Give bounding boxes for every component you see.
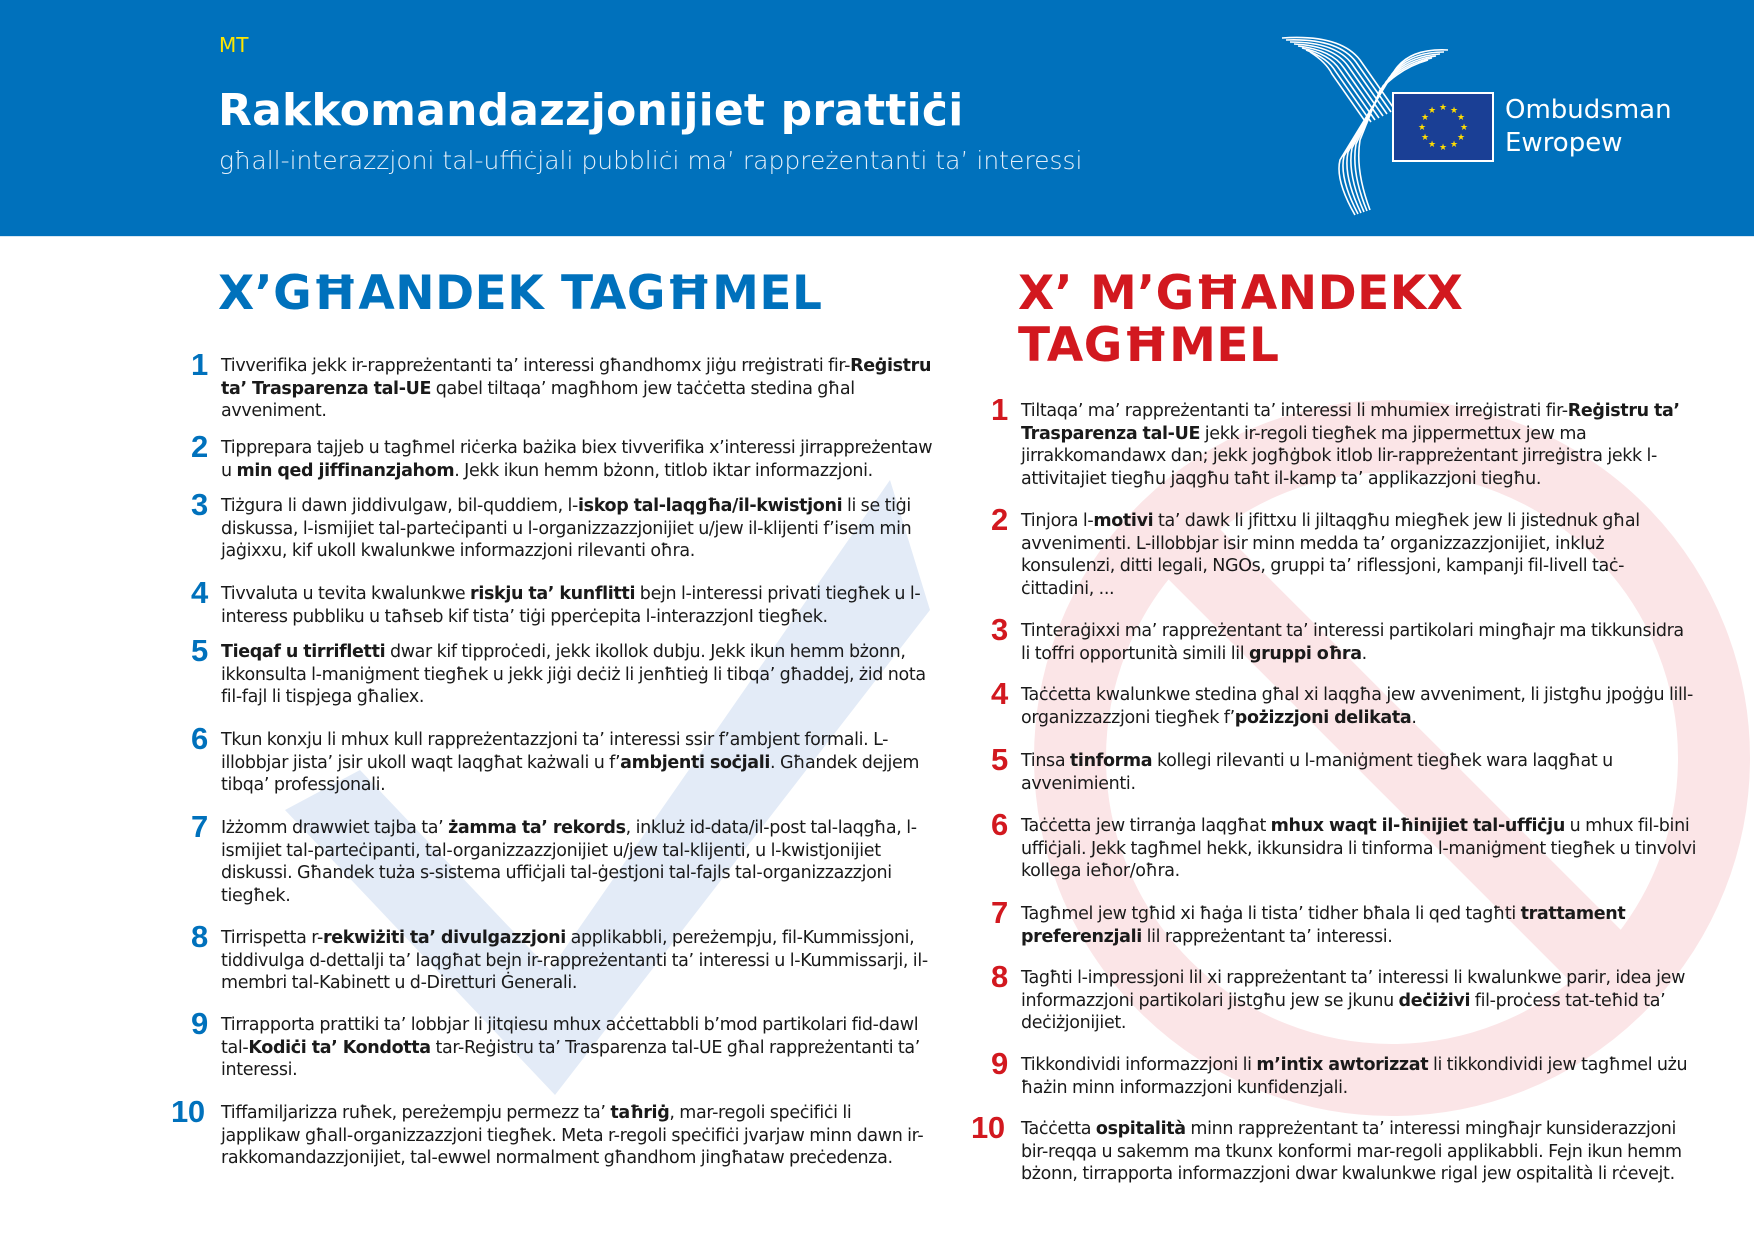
item-number: 4	[991, 676, 1008, 711]
item-number: 2	[191, 429, 208, 464]
item-text: Tagħti l-impressjoni lil xi rappreżentant ta’ interessi li kwalunkwe parir, idea jew informazzjoni partikolari jistgħu jew se jkunu	[1021, 968, 1686, 1011]
dont-item	[991, 612, 1697, 665]
item-text-bold: pożizzjoni delikata	[1234, 707, 1412, 728]
header-banner	[0, 0, 1754, 237]
item-text: qabel tiltaqa’ magħhom jew taċċetta stedina għal avveniment.	[221, 378, 855, 421]
do-heading: X’GĦANDEK TAGĦMEL	[218, 266, 823, 321]
svg-text:★: ★	[1438, 143, 1448, 153]
item-text-bold: trattament preferenzjali	[1021, 904, 1626, 947]
item-text: minn rappreżentant ta’ interessi mingħajr kunsiderazzjoni bir-reqqa u sakemm ma tkunx konformi mar-regoli applikabbli. Fejn ikun hemm bżonn, tirrapporta informazzjoni dwar kwalunkwe rigal jew ospitalità li rċevejt.	[1021, 1119, 1682, 1184]
dont-item	[991, 392, 1697, 490]
item-text: Tinsa	[1021, 751, 1070, 771]
page-title: Rakkomandazzjonijiet prattiċi	[218, 85, 964, 136]
item-number: 3	[991, 612, 1008, 647]
page-subtitle: għall-interazzjoni tal-uffiċjali pubbliċi ma’ rappreżentanti ta’ interessi	[219, 146, 1083, 175]
do-item	[191, 347, 933, 423]
item-text: ta’ dawk li jfittxu li jiltaqgħu miegħek jew li jistednuk għal avvenimenti. L-illobbjar isir minn medda ta’ organizzazzjonijiet, inkluż konsulenzi, ditti legali, NGOs, gruppi ta’ riflessjoni, kampanji fil-livell taċ-ċittadini, ...	[1021, 511, 1640, 599]
item-text: bejn l-interessi privati tiegħek u l-interess pubbliku u taħseb kif tista’ tiġi pperċepita l-interazzjonI tiegħek.	[221, 584, 921, 627]
item-number: 6	[991, 807, 1008, 842]
item-text-bold: deċiżivi	[1398, 990, 1471, 1011]
do-item	[191, 633, 933, 709]
do-item	[191, 1006, 933, 1082]
dont-item	[991, 959, 1697, 1035]
do-item	[191, 721, 933, 797]
item-text: Taċċetta kwalunkwe stedina għal xi laqgħa jew avveniment, li jistgħu jpoġġu lill-organizzazzjoni tiegħek f’	[1021, 685, 1693, 728]
item-text-bold: tinforma	[1069, 751, 1153, 771]
item-text: Tivvaluta u tevita kwalunkwe	[221, 584, 471, 604]
svg-text:★: ★	[1417, 123, 1427, 133]
item-text: li se tiġi diskussa, l-ismijiet tal-parteċipanti u l-organizzazzjonijiet u/jew il-klijenti f’isem min jaġixxu, kif ukoll kwalunkwe informazzjoni rilevanti oħra.	[221, 496, 912, 561]
item-text: jekk ir-regoli tiegħek ma jippermettux jew ma jirrakkomandawx dan; jekk jogħġbok itlob lir-rappreżentant jirreġistra jekk l-attivitajiet tiegħu jaqgħu taħt il-kamp ta’ applikazzjoni tiegħu.	[1021, 423, 1657, 489]
item-text-bold: Kodiċi ta’ Kondotta	[248, 1037, 431, 1058]
item-number: 4	[191, 575, 208, 610]
item-text: tar-Reġistru ta’ Trasparenza tal-UE għal rappreżentanti ta’ interessi.	[221, 1037, 921, 1080]
item-text: Taċċetta	[1021, 1119, 1096, 1139]
item-text: fil-proċess tat-teħid ta’ deċiżjonijiet.	[1021, 990, 1666, 1033]
item-text: Tiżgura li dawn jiddivulgaw, bil-quddiem, l-	[221, 496, 578, 516]
item-text: Tipprepara tajjeb u tagħmel riċerka bażika biex tivverifika x’interessi jirrappreżentaw u	[221, 438, 933, 481]
item-text: . Jekk ikun hemm bżonn, titlob iktar informazzjoni.	[454, 460, 873, 481]
eu-flag-icon	[1392, 92, 1494, 162]
item-number: 10	[171, 1094, 205, 1129]
item-text: Tiltaqa’ ma’ rappreżentanti ta’ interessi li mhumiex irreġistrati fir-	[1021, 401, 1568, 421]
item-text: Tiffamiljarizza ruħek, pereżempju permezz ta’	[221, 1103, 611, 1123]
item-text: kollegi rilevanti u l-maniġment tiegħek wara laqgħat u avvenimienti.	[1021, 751, 1613, 794]
item-text-bold: Tieqaf u tirrifletti	[221, 642, 386, 662]
item-text: Tirrispetta r-	[221, 928, 323, 948]
item-text: , mar-regoli speċifiċi li japplikaw għall-organizzazzjoni tiegħek. Meta r-regoli speċifiċi jvarjaw minn dawn ir-rakkomandazzjonijiet, tal-ewwel normalment għandhom jingħataw preċedenza.	[221, 1103, 924, 1168]
item-text-bold: rekwiżiti ta’ divulgazzjoni	[322, 928, 566, 948]
svg-text:★: ★	[1459, 123, 1469, 133]
item-text: applikabbli, pereżempju, fil-Kummissjoni, tiddivulga d-dettalji ta’ laqgħat bejn ir-rappreżentanti ta’ interessi u l-Kummissarji, il-membri tal-Kabinett u d-Diretturi Ġenerali.	[221, 928, 928, 993]
dont-item	[971, 1110, 1697, 1186]
do-item	[191, 429, 933, 482]
item-text: Taċċetta jew tirranġa laqgħat	[1021, 816, 1271, 836]
item-text: Tkun konxju li mhux kull rappreżentazzjoni ta’ interessi ssir f’ambjent formali. L-illobbjar jista’ jsir ukoll waqt laqgħat każwali u f’	[221, 730, 889, 773]
item-text: .	[1411, 707, 1417, 728]
item-number: 1	[191, 347, 208, 382]
dont-heading	[1018, 268, 1463, 372]
dont-heading-line1: X’ M’GĦANDEKX	[1018, 266, 1464, 321]
item-text: u mhux fil-bini uffiċjali. Jekk tagħmel hekk, ikkunsidra li tinforma l-maniġment tiegħek u tinvolvi kollega ieħor/oħra.	[1021, 816, 1697, 881]
do-item	[191, 809, 933, 907]
item-text: Tinteraġixxi ma’ rappreżentant ta’ interessi partikolari mingħajr ma tikkunsidra li toffri opportunità simili lil	[1021, 621, 1684, 664]
item-text: Tirrapporta prattiki ta’ lobbjar li jitqiesu mhux aċċettabbli b’mod partikolari fid-dawl tal-	[221, 1015, 919, 1058]
eu-stars-icon	[1394, 94, 1492, 160]
item-text: Tikkondividi informazzjoni li	[1021, 1055, 1257, 1075]
item-text-bold: Reġistru ta’ Trasparenza tal-UE	[221, 356, 932, 399]
item-text-bold: mhux waqt il-ħinijiet tal-uffiċju	[1270, 816, 1565, 836]
svg-text:★: ★	[1427, 106, 1437, 116]
item-text-bold: ospitalità	[1095, 1119, 1186, 1139]
svg-text:★: ★	[1456, 133, 1466, 143]
item-text: lil rappreżentant ta’ interessi.	[1141, 926, 1393, 947]
item-text-bold: Reġistru ta’ Trasparenza tal-UE	[1021, 401, 1680, 444]
item-text-bold: riskju ta’ kunflitti	[470, 584, 636, 604]
item-text-bold: iskop tal-laqgħa/il-kwistjoni	[578, 496, 843, 516]
item-number: 6	[191, 721, 208, 756]
svg-text:★: ★	[1449, 106, 1459, 116]
dont-item	[991, 807, 1697, 883]
item-text: li tikkondividi jew tagħmel użu ħażin minn informazzjoni kunfidenzjali.	[1021, 1055, 1688, 1098]
item-text-bold: m’intix awtorizzat	[1256, 1055, 1429, 1075]
do-item	[191, 575, 933, 628]
organization-name	[1505, 94, 1672, 160]
item-text: dwar kif tipproċedi, jekk ikollok dubju. Jekk ikun hemm bżonn, ikkonsulta l-maniġment tiegħek u jekk jiġi deċiż li jenħtieġ li tibqa’ għaddej, żid nota fil-fajl li tispjega għaliex.	[221, 642, 926, 707]
item-text: Tagħmel jew tgħid xi ħaġa li tista’ tidher bħala li qed tagħti	[1021, 904, 1521, 924]
dont-heading-line2: TAGĦMEL	[1018, 318, 1280, 373]
item-text-bold: gruppi oħra	[1248, 643, 1362, 664]
do-item	[171, 1094, 933, 1170]
item-number: 7	[191, 809, 208, 844]
item-text: . Għandek dejjem tibqa’ professjonali.	[221, 752, 920, 795]
item-number: 9	[191, 1006, 208, 1041]
svg-text:★: ★	[1420, 113, 1430, 123]
org-name-line2: Ewropew	[1505, 128, 1623, 158]
item-text-bold: taħriġ	[610, 1103, 670, 1123]
item-text: Iżżomm drawwiet tajba ta’	[221, 818, 449, 838]
item-text: .	[1361, 643, 1367, 664]
do-item	[191, 487, 933, 563]
item-number: 9	[991, 1046, 1008, 1081]
svg-text:★: ★	[1456, 113, 1466, 123]
item-number: 7	[991, 895, 1008, 930]
item-text: Tinjora l-	[1021, 511, 1094, 531]
item-text-bold: motivi	[1093, 511, 1154, 531]
item-number: 5	[991, 742, 1008, 777]
item-number: 8	[191, 919, 208, 954]
dont-item	[991, 895, 1697, 948]
item-number: 2	[991, 502, 1008, 537]
item-number: 10	[971, 1110, 1005, 1145]
dont-item	[991, 502, 1697, 600]
item-number: 8	[991, 959, 1008, 994]
item-text-bold: ambjenti soċjali	[620, 752, 771, 773]
item-text: , inkluż id-data/il-post tal-laqgħa, l-ismijiet tal-parteċipanti, tal-organizzazzjonijiet u/jew tal-klijenti, u l-kwistjonijiet diskussi. Għandek tuża s-sistema uffiċjali tal-ġestjoni tal-fajls tal-organizzazzjoni tiegħek.	[221, 818, 917, 906]
svg-text:★: ★	[1420, 133, 1430, 143]
language-code: MT	[219, 33, 249, 57]
item-number: 3	[191, 487, 208, 522]
dont-item	[991, 1046, 1697, 1099]
item-text: Tivverifika jekk ir-rappreżentanti ta’ interessi għandhomx jiġu rreġistrati fir-	[221, 356, 851, 376]
dont-item	[991, 676, 1697, 729]
svg-text:★: ★	[1438, 103, 1448, 113]
item-number: 5	[191, 633, 208, 668]
do-item	[191, 919, 933, 995]
item-number: 1	[991, 392, 1008, 427]
item-text-bold: min qed jiffinanzjahom	[236, 460, 455, 481]
org-name-line1: Ombudsman	[1505, 95, 1672, 125]
svg-text:★: ★	[1427, 140, 1437, 150]
svg-text:★: ★	[1449, 140, 1459, 150]
dont-item	[991, 742, 1697, 795]
item-text-bold: żamma ta’ rekords	[448, 818, 626, 838]
